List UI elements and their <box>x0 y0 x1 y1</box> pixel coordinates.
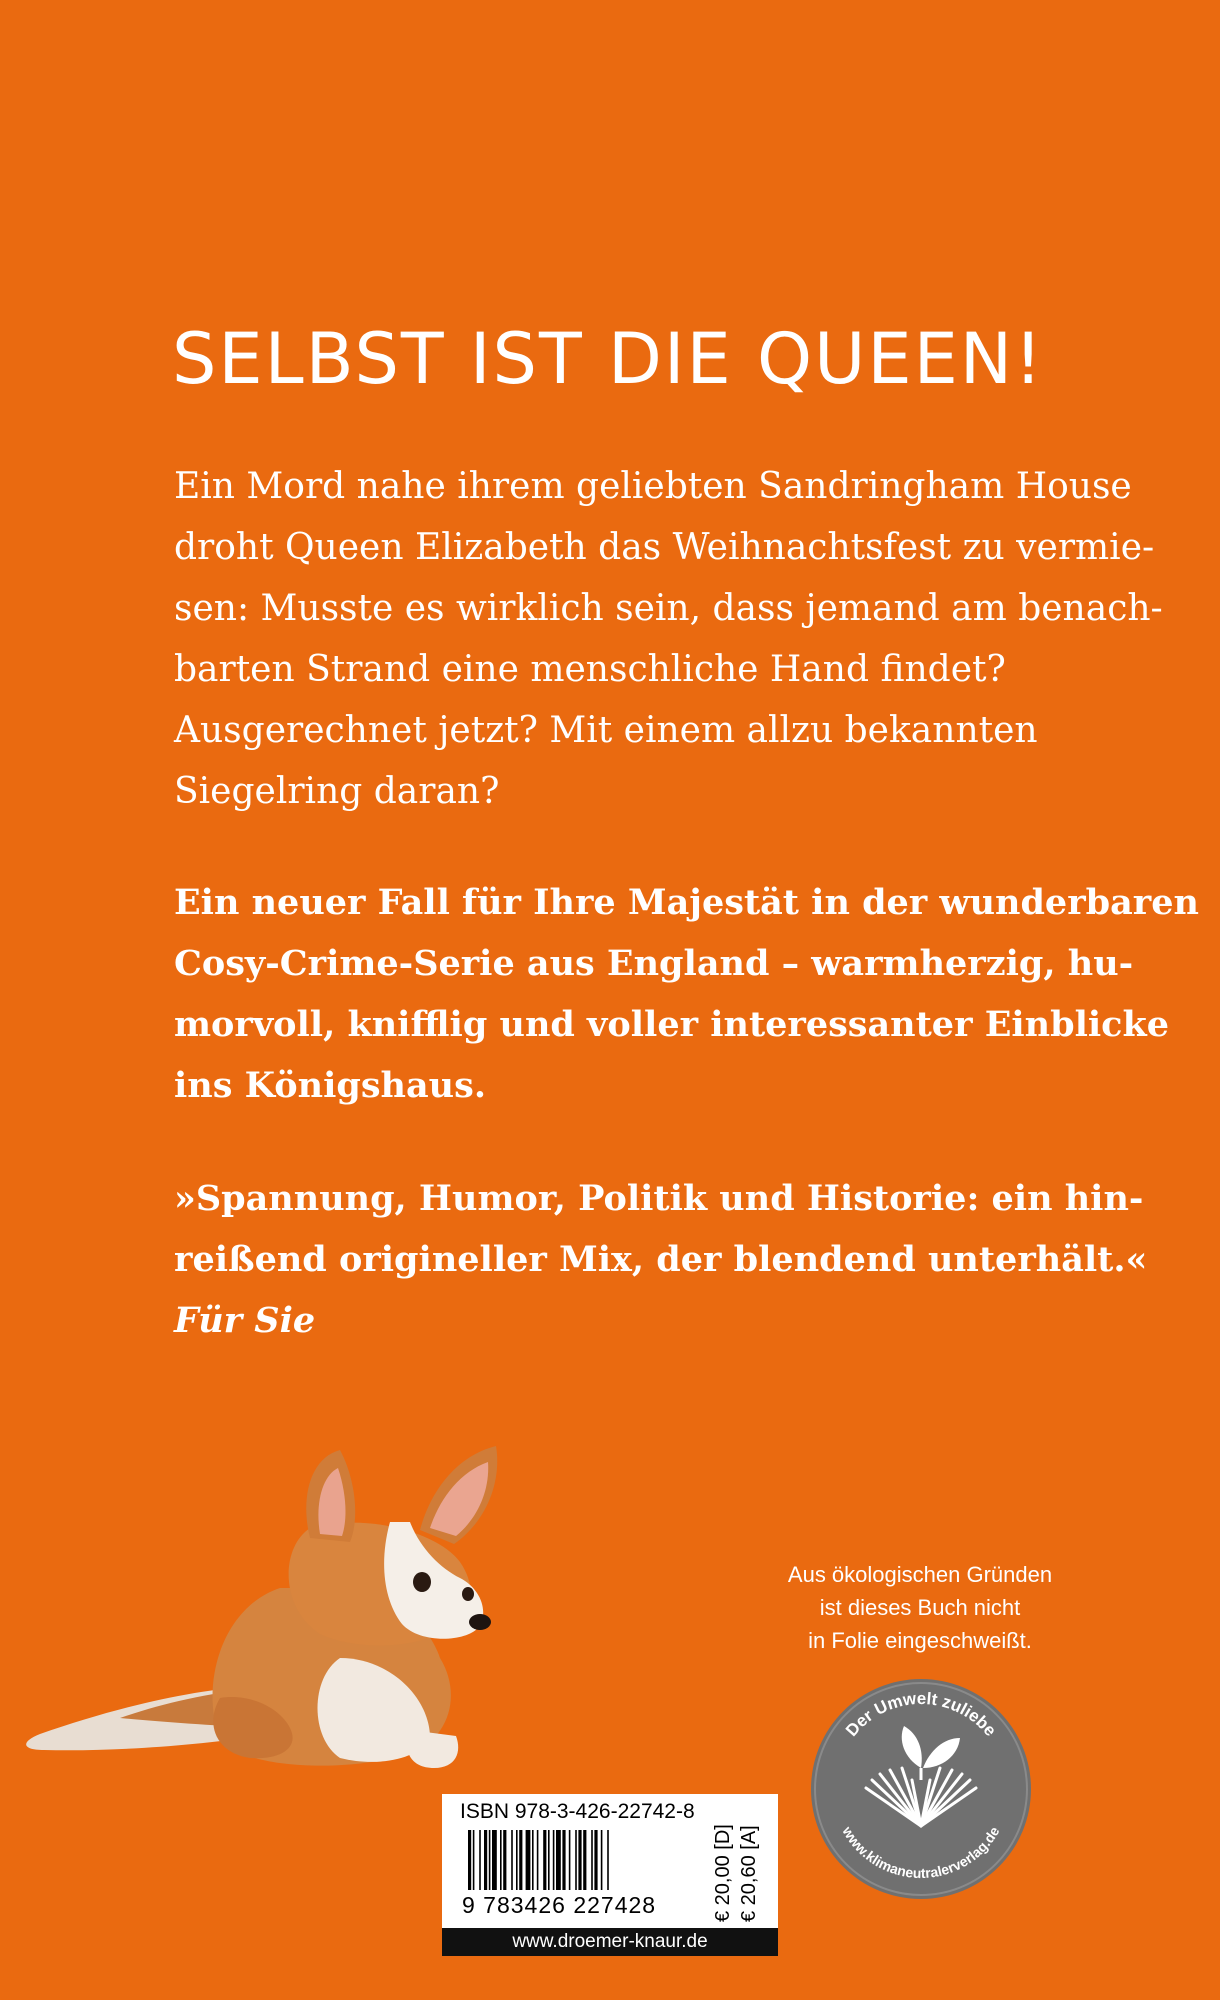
pitch <box>174 872 1199 1116</box>
headline: SELBST IST DIE QUEEN! <box>172 318 1045 400</box>
seal-bottom-text: www.klimaneutralerverlag.de <box>839 1823 1003 1882</box>
price-germany: € 20,00 [D] <box>712 1824 734 1922</box>
corgi-puppy-illustration <box>10 1438 520 1788</box>
pitch-line: Cosy-Crime-Serie aus England – warmherzig, hu- <box>174 943 1134 984</box>
pitch-line: ins Königshaus. <box>174 1065 487 1106</box>
quote-source: Für Sie <box>174 1300 316 1341</box>
blurb-line: barten Strand eine menschliche Hand findet? <box>174 649 1006 690</box>
eco-note-line: ist dieses Buch nicht <box>819 1595 1021 1620</box>
isbn-label: ISBN 978-3-426-22742-8 <box>460 1800 695 1823</box>
blurb-line: sen: Musste es wirklich sein, dass jemand am benach- <box>174 588 1163 629</box>
eco-note-line: in Folie eingeschweißt. <box>808 1628 1032 1653</box>
pitch-line: morvoll, knifflig und voller interessanter Einblicke <box>174 1004 1170 1045</box>
pitch-line: Ein neuer Fall für Ihre Majestät in der wunderbaren <box>174 882 1199 923</box>
eco-seal <box>808 1676 1034 1902</box>
eco-note <box>775 1558 1065 1657</box>
eco-note-line: Aus ökologischen Gründen <box>787 1562 1053 1587</box>
quote-line: »Spannung, Humor, Politik und Historie: ein hin- <box>174 1178 1144 1219</box>
isbn-digits: 9 783426 227428 <box>462 1892 657 1918</box>
blurb <box>174 456 1163 822</box>
seal-top-text: Der Umwelt zuliebe <box>841 1688 1001 1740</box>
blurb-line: droht Queen Elizabeth das Weihnachtsfest zu vermie- <box>174 527 1155 568</box>
blurb-line: Ein Mord nahe ihrem geliebten Sandringham House <box>174 466 1132 507</box>
price-austria: € 20,60 [A] <box>738 1825 760 1922</box>
publisher-url: www.droemer-knaur.de <box>442 1928 778 1956</box>
quote-line: reißend origineller Mix, der blendend unterhält.« <box>174 1239 1148 1280</box>
blurb-line: Ausgerechnet jetzt? Mit einem allzu bekannten <box>174 710 1038 751</box>
price-block <box>710 1824 762 1922</box>
blurb-line: Siegelring daran? <box>174 771 500 812</box>
review-quote <box>174 1168 1148 1351</box>
barcode-block <box>442 1794 778 1956</box>
barcode-icon <box>468 1830 708 1890</box>
